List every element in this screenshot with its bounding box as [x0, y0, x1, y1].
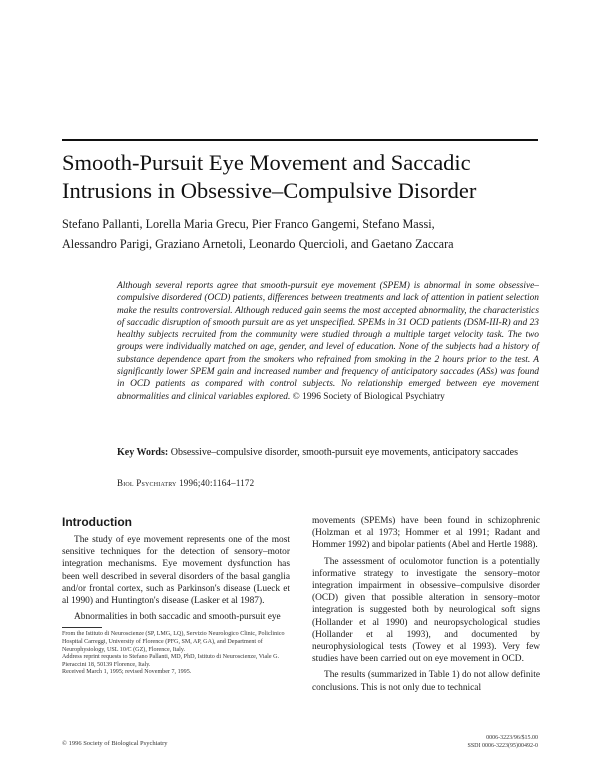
abstract-copyright: © 1996 Society of Biological Psychiatry [292, 391, 445, 402]
abstract [117, 280, 539, 403]
title-line-1: Smooth-Pursuit Eye Movement and Saccadic [62, 150, 471, 175]
keywords-text: Obsessive–compulsive disorder, smooth-pursuit eye movements, anticipatory saccades [170, 447, 519, 458]
title-line-2: Intrusions in Obsessive–Compulsive Disorder [62, 178, 477, 203]
authors-line-2: Alessandro Parigi, Graziano Arnetoli, Leonardo Quercioli, and Gaetano Zaccara [62, 237, 454, 251]
footnote-affiliation: From the Istituto di Neuroscienze (SP, LMG, LQ), Servizio Neurologico Clinic, Policlinico Hospital Carreggi, University of Florence (PFG, SM, AP, GA), and Department of Neurophysiology, USL 10/C (GZ), Florence, Italy. [62, 631, 285, 653]
right-paragraph-3: The results (summarized in Table 1) do not allow definite conclusions. This is not only due to technical [312, 670, 540, 693]
title-rule [62, 139, 538, 141]
right-column [312, 515, 540, 698]
footer-copyright: © 1996 Society of Biological Psychiatry [62, 740, 168, 747]
footer-issn: 0006-3223/96/$15.00 [486, 735, 538, 741]
right-paragraph-2: The assessment of oculomotor function is a potentially informative strategy to investigate the sensory–motor integration impairment in obsessive–compulsive disorder (OCD) given that possible alteration in sensory–motor integration is suggested both by neurological soft signs (Hollander et al 1990) and neuropsychological studies (Hollander et al 1993), and documented by neurophysiological tests (Towey et al 1993). Very few studies have been carried out on eye movement in OCD. [312, 556, 540, 665]
keywords-label: Key Words: [117, 447, 169, 458]
journal-name: Biol Psychiatry [117, 478, 177, 488]
intro-paragraph-1: The study of eye movement represents one of the most sensitive techniques for the detection of sensory–motor integration mechanisms. Eye movement dysfunction has been well described in several disorders of the basal ganglia and/or frontal cortex, such as Parkinson's disease (Lueck et al 1990) and Huntington's disease (Lasker et al 1987). [62, 535, 290, 607]
citation-line [117, 478, 537, 488]
footer-ids [420, 734, 538, 750]
article-title [62, 149, 542, 205]
section-heading: Introduction [62, 515, 132, 529]
intro-paragraph-2: Abnormalities in both saccadic and smooth-pursuit eye [74, 612, 281, 623]
footnote-divider [62, 627, 102, 628]
citation-details: 1996;40:1164–1172 [179, 478, 255, 488]
footnote-received: Received March 1, 1995; revised November 7, 1995. [62, 669, 192, 676]
left-column [62, 515, 290, 677]
authors-line-1: Stefano Pallanti, Lorella Maria Grecu, Pier Franco Gangemi, Stefano Massi, [62, 217, 435, 231]
author-list [62, 214, 542, 254]
footer-pii: SSDI 0006-3223(95)00492-0 [467, 743, 538, 749]
right-paragraph-1: movements (SPEMs) have been found in schizophrenic (Holzman et al 1973; Hommer et al 1991; Radant and Hommer 1992) and bipolar patients (Abel and Hertle 1988). [312, 516, 540, 551]
keywords [117, 446, 537, 459]
abstract-text: Although several reports agree that smooth-pursuit eye movement (SPEM) is abnormal in some obsessive–compulsive disordered (OCD) patients, differences between treatments and lack of attention in patient selection make the results controversial. Although reduced gain seems the most accepted abnormality, the characteristics of saccadic disruption of smooth pursuit are as yet unspecified. SPEMs in 31 OCD patients (DSM-III-R) and 23 healthy subjects recruited from the community were studied through a multiple target velocity task. The two groups were individually matched on age, gender, and level of education. None of the subjects had a history of substance dependence apart from the smokers who refrained from smoking in the 2 hours prior to the test. A significantly lower SPEM gain and increased number and frequency of anticipatory saccades (ASs) was found in OCD patients as compared with control subjects. No relationship emerged between eye movement abnormalities and clinical variables explored. [117, 281, 539, 402]
footnote-correspondence: Address reprint requests to Stefano Pallanti, MD, PhD, Istituto di Neuroscienze, Viale G. Pieraccini 18, 50139 Florence, Italy. [62, 654, 279, 668]
